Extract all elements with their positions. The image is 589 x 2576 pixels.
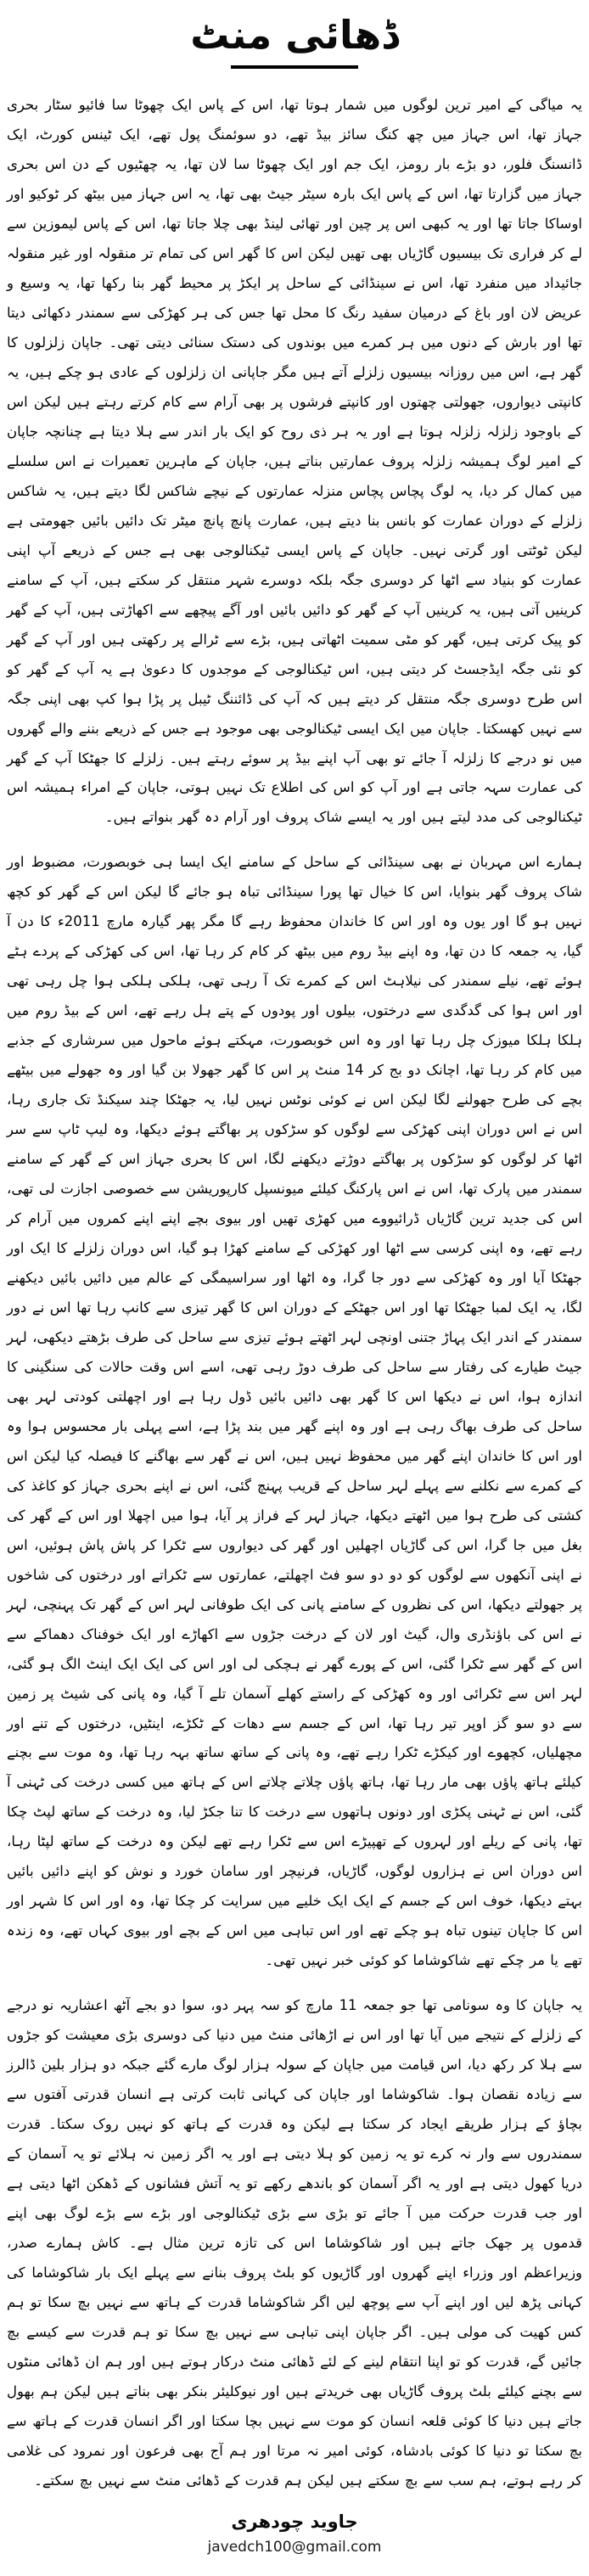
column-title: ڈھائی منٹ <box>190 12 399 58</box>
column-masthead <box>7 12 582 69</box>
paragraph-3: یہ جاپان کا وہ سونامی تھا جو جمعہ 11 مارچ کو سہ پہر دو، سوا دو بجے آٹھ اعشاریہ نو درجے کے زلزلے کے نتیجے میں آیا تھا اور اس نے اڑھائی منٹ میں دنیا کی دوسری بڑی معیشت کو جڑوں سے ہلا کر رکھ دیا، اس قیامت میں جاپان کے سولہ ہزار لوگ مارے گئے جبکہ دو ہزار بلین ڈالرز سے زیادہ نقصان ہوا۔ شاکوشاما اور جاپان کی کہانی ثابت کرتی ہے انسان قدرتی آفتوں سے بچاؤ کے ہزار طریقے ایجاد کر سکتا ہے لیکن وہ قدرت کے ہاتھ کو نہیں روک سکتا۔ قدرت سمندروں سے وار نہ کرے تو یہ زمین کو ہلا دیتی ہے اور یہ اگر زمین نہ ہلائے تو یہ آسمان کے دریا کھول دیتی ہے اور یہ اگر آسمان کو باندھے رکھے تو یہ آتش فشانوں کے ڈھکن اٹھا دیتی ہے اور جب قدرت حرکت میں آ جائے تو بڑی سے بڑی ٹیکنالوجی اور بڑے سے بڑے لوگ بھی اپنے قدموں پر جھک جاتے ہیں اور شاکوشاما اس کی تازہ ترین مثال ہے۔ کاش ہمارے صدر، وزیراعظم اور وزراء اپنے گھروں اور گاڑیوں کو بلٹ پروف بنانے سے پہلے ایک بار شاکوشاما کی کہانی پڑھ لیں اور اپنے آپ سے پوچھ لیں اگر شاکوشاما قدرت کے ہاتھ سے نہیں بچ سکا تو ہم کس کھیت کی مولی ہیں۔ اگر جاپان اپنی تباہی سے نہیں بچ سکا تو ہم قدرت سے کیسے بچ جائیں گے، قدرت کو تو اپنا انتقام لینے کے لئے ڈھائی منٹ درکار ہوتے ہیں اور ہم ان ڈھائی منٹوں سے بچنے کیلئے بلٹ پروف گاڑیاں بھی خریدتے ہیں اور نیوکلیئر بنکر بھی بناتے ہیں لیکن ہم بھول جاتے ہیں دنیا کا کوئی قلعہ انسان کو موت سے نہیں بچا سکتا اور اگر انسان قدرت کے ہاتھ سے بچ سکتا تو دنیا کا کوئی بادشاہ، کوئی امیر نہ مرتا اور ہم آج بھی فرعون اور نمرود کی غلامی کر رہے ہوتے، ہم سب سے بچ سکتے ہیں لیکن ہم قدرت کے ڈھائی منٹ سے نہیں بچ سکتے۔ <box>7 1997 582 2489</box>
column-body <box>7 91 582 2496</box>
paragraph-1: یہ میاگی کے امیر ترین لوگوں میں شمار ہوتا تھا، اس کے پاس ایک چھوٹا سا فائیو سٹار بحری جہاز تھا، اس جہاز میں چھ کنگ سائز بیڈ تھے، دو سوئمنگ پول تھے، ایک ٹینس کورٹ، ایک ڈانسنگ فلور، دو بڑے بار رومز، ایک جم اور ایک چھوٹا سا لان تھا، یہ چھٹیوں کے دن اس بحری جہاز میں گزارتا تھا، اس کے پاس ایک بارہ سیٹر جیٹ بھی تھا، یہ اس جہاز میں بیٹھ کر ٹوکیو اور اوساکا جاتا تھا اور یہ کبھی اس پر چین اور تھائی لینڈ بھی چلا جاتا تھا، اس کے پاس لیموزین سے لے کر فراری تک بیسیوں گاڑیاں بھی تھیں لیکن اس کا گھر اس کی تمام تر منقولہ اور غیر منقولہ جائیداد میں منفرد تھا، اس نے سینڈائی کے ساحل پر ایکڑ پر محیط گھر بنا رکھا تھا، یہ وسیع و عریض لان اور باغ کے درمیان سفید رنگ کا محل تھا جس کی ہر کھڑکی سے سمندر دکھائی دیتا تھا اور بارش کے دنوں میں ہر کمرے میں بوندوں کی دستک سنائی دیتی تھی۔ جاپان زلزلوں کا گھر ہے، اس میں روزانہ بیسیوں زلزلے آتے ہیں مگر جاپانی ان زلزلوں کے عادی ہو چکے ہیں، یہ کانپتی دیواروں، جھولتی چھتوں اور کانپتے فرشوں پر بھی آرام سے کام کرتے رہتے ہیں لیکن اس کے باوجود زلزلہ زلزلہ ہوتا ہے اور یہ ہر ذی روح کو ایک بار اندر سے ہلا دیتا ہے چنانچہ جاپان کے امیر لوگ ہمیشہ زلزلہ پروف عمارتیں بناتے ہیں، جاپان کے ماہرین تعمیرات نے اس سلسلے میں کمال کر دیا، یہ لوگ پچاس پچاس منزلہ عمارتوں کے نیچے شاکس لگا دیتے ہیں، یہ شاکس زلزلے کے دوران عمارت کو بانس بنا دیتے ہیں، عمارت پانچ پانچ میٹر تک دائیں بائیں جھومتی ہے لیکن ٹوٹتی اور گرتی نہیں۔ جاپان کے پاس ایسی ٹیکنالوجی بھی ہے جس کے ذریعے آپ اپنی عمارت کو بنیاد سے اٹھا کر دوسری جگہ بلکہ دوسرے شہر منتقل کر سکتے ہیں، آپ کے سامنے کرینیں آتی ہیں، یہ کرینیں آپ کے گھر کو دائیں بائیں اور آگے پیچھے سے اکھاڑتی ہیں، آپ کے گھر کو پیک کرتی ہیں، گھر کو مٹی سمیت اٹھاتی ہیں، بڑے سے ٹرالے پر رکھتی ہیں اور آپ کے گھر کو نئی جگہ ایڈجسٹ کر دیتی ہیں، اس ٹیکنالوجی کے موجدوں کا دعویٰ ہے یہ آپ کے گھر کو اس طرح دوسری جگہ منتقل کر دیتے ہیں کہ آپ کی ڈائننگ ٹیبل پر پڑا ہوا کپ بھی اپنی جگہ سے نہیں کھسکتا۔ جاپان میں ایک ایسی ٹیکنالوجی بھی موجود ہے جس کے ذریعے بننے والے گھروں میں نو درجے کا زلزلہ آ جائے تو بھی آپ اپنے بیڈ پر سوئے رہتے ہیں۔ زلزلے کا جھٹکا آپ کے گھر کی عمارت سہہ جاتی ہے اور آپ کو اس کی اطلاع تک نہیں ہوتی، جاپان کے امراء ہمیشہ اس ٹیکنالوجی کی مدد لیتے ہیں اور یہ ایسے شاک پروف اور آرام دہ گھر بنواتے ہیں۔ <box>7 97 582 826</box>
author-byline: جاوید چودھری <box>231 2511 358 2532</box>
column-footer <box>7 2511 582 2556</box>
title-underline-rule <box>231 65 358 69</box>
paragraph-2: ہمارے اس مہربان نے بھی سینڈائی کے ساحل کے سامنے ایک ایسا ہی خوبصورت، مضبوط اور شاک پروف گھر بنوایا، اس کا خیال تھا پورا سینڈائی تباہ ہو جائے گا لیکن اس کے گھر کو کچھ نہیں ہو گا اور یوں وہ اور اس کا خاندان محفوظ رہے گا مگر پھر گیارہ مارچ 2011ء کا دن آ گیا، یہ جمعہ کا دن تھا، وہ اپنے بیڈ روم میں بیٹھ کر کام کر رہا تھا، اس کی کھڑکی کے پردے ہٹے ہوئے تھے، نیلے سمندر کی نیلاہٹ اس کے کمرے تک آ رہی تھی، ہلکی ہلکی ہوا چل رہی تھی اور اس ہوا کی گدگدی سے درختوں، بیلوں اور پودوں کے پتے ہل رہے تھے، اس کے بیڈ روم میں ہلکا ہلکا میوزک چل رہا تھا اور وہ اس خوبصورت، مہکتے ہوئے ماحول میں سرشاری کے جذبے میں کام کر رہا تھا، اچانک دو بج کر 14 منٹ پر اس کا گھر جھولا بن گیا اور وہ جھولے میں بیٹھے بچے کی طرح جھولنے لگا لیکن اس نے کوئی نوٹس نہیں لیا، یہ جھٹکا چند سیکنڈ تک جاری رہا، اس نے اس دوران اپنی کھڑکی سے لوگوں کو سڑکوں پر بھاگتے ہوئے دیکھا، وہ لیپ ٹاپ سے سر اٹھا کر لوگوں کو سڑکوں پر بھاگتے دوڑتے دیکھنے لگا، اس کا بحری جہاز اس کے گھر کے سامنے سمندر میں پارک تھا، اس نے اس پارکنگ کیلئے میونسپل کارپوریشن سے خصوصی اجازت لی تھی، اس کی جدید ترین گاڑیاں ڈرائیووے میں کھڑی تھیں اور بیوی بچے اپنے اپنے کمروں میں آرام کر رہے تھے، وہ اپنی کرسی سے اٹھا اور کھڑکی کے سامنے کھڑا ہو گیا، اس دوران زلزلے کا ایک اور جھٹکا آیا اور وہ کھڑکی سے دور جا گرا، وہ اٹھا اور سراسیمگی کے عالم میں دائیں بائیں دیکھنے لگا، یہ ایک لمبا جھٹکا تھا اور اس جھٹکے کے دوران اس کا گھر تیزی سے کانپ رہا تھا اس نے دور سمندر کے اندر ایک پہاڑ جتنی اونچی لہر اٹھتے ہوئے تیزی سے ساحل کی طرف بڑھتے دیکھی، لہر جیٹ طیارے کی رفتار سے ساحل کی طرف دوڑ رہی تھی، اسے اس وقت حالات کی سنگینی کا اندازہ ہوا، اس نے دیکھا اس کا گھر بھی دائیں بائیں ڈول رہا ہے اور اچھلتی کودتی لہر بھی ساحل کی طرف بھاگ رہی ہے اور وہ اپنے گھر میں بند پڑا ہے، اسے پہلی بار محسوس ہوا وہ اور اس کا خاندان اپنے گھر میں محفوظ نہیں ہیں، اس نے گھر سے بھاگنے کا فیصلہ کیا لیکن اس کے کمرے سے نکلنے سے پہلے لہر ساحل کے قریب پہنچ گئی، اس نے اپنے بحری جہاز کو کاغذ کی کشتی کی طرح ہوا میں اٹھتے دیکھا، جہاز لہر کے فراز پر آیا، ہوا میں اچھلا اور اس کے گھر کی بغل میں جا گرا، اس کی گاڑیاں اچھلیں اور گھر کی دیواروں سے ٹکرا کر پاش پاش ہوئیں، اس نے اپنی آنکھوں سے لوگوں کو دو دو سو فٹ اچھلتے، عمارتوں سے ٹکراتے اور درختوں کی شاخوں پر جھولتے دیکھا، اس کی نظروں کے سامنے پانی کی ایک طوفانی لہر اس کے گھر تک پہنچی، لہر نے اس کی باؤنڈری وال، گیٹ اور لان کے درخت جڑوں سے اکھاڑے اور ایک خوفناک دھماکے سے اس کے گھر سے ٹکرا گئی، اس کے پورے گھر نے ہچکی لی اور اس کی ایک ایک اینٹ الگ ہو گئی، لہر اس سے ٹکرائی اور وہ کھڑکی کے راستے کھلے آسمان تلے آ گیا، وہ پانی کی شیٹ پر زمین سے دو سو گز اوپر تیر رہا تھا، اس کے جسم سے دھات کے ٹکڑے، اینٹیں، درختوں کے تنے اور مچھلیاں، کچھوے اور کیکڑے ٹکرا رہے تھے، وہ پانی کے ساتھ ساتھ بہہ رہا تھا، وہ موت سے بچنے کیلئے ہاتھ پاؤں بھی مار رہا تھا، ہاتھ پاؤں چلاتے چلاتے اس کے ہاتھ میں کسی درخت کی ٹہنی آ گئی، اس نے ٹہنی پکڑی اور دونوں ہاتھوں سے درخت کا تنا جکڑ لیا، وہ درخت کے ساتھ لپٹ چکا تھا، پانی کے ریلے اور لہروں کے تھپیڑے اس سے ٹکرا رہے تھے لیکن وہ درخت کے ساتھ لپٹا رہا، اس دوران اس نے ہزاروں لوگوں، گاڑیاں، فرنیچر اور سامان خورد و نوش کو اپنے دائیں بائیں بہتے دیکھا، خوف اس کے جسم کے ایک ایک خلیے میں سرایت کر چکا تھا، وہ اور اس کا شہر اور اس کا جاپان تینوں تباہ ہو چکے تھے اور اس تباہی میں اس کے بچے اور بیوی کہاں تھے، وہ زندہ تھے یا مر چکے تھے شاکوشاما کو کوئی خبر نہیں تھی۔ <box>7 854 582 1969</box>
author-email: javedch100@gmail.com <box>207 2538 382 2556</box>
